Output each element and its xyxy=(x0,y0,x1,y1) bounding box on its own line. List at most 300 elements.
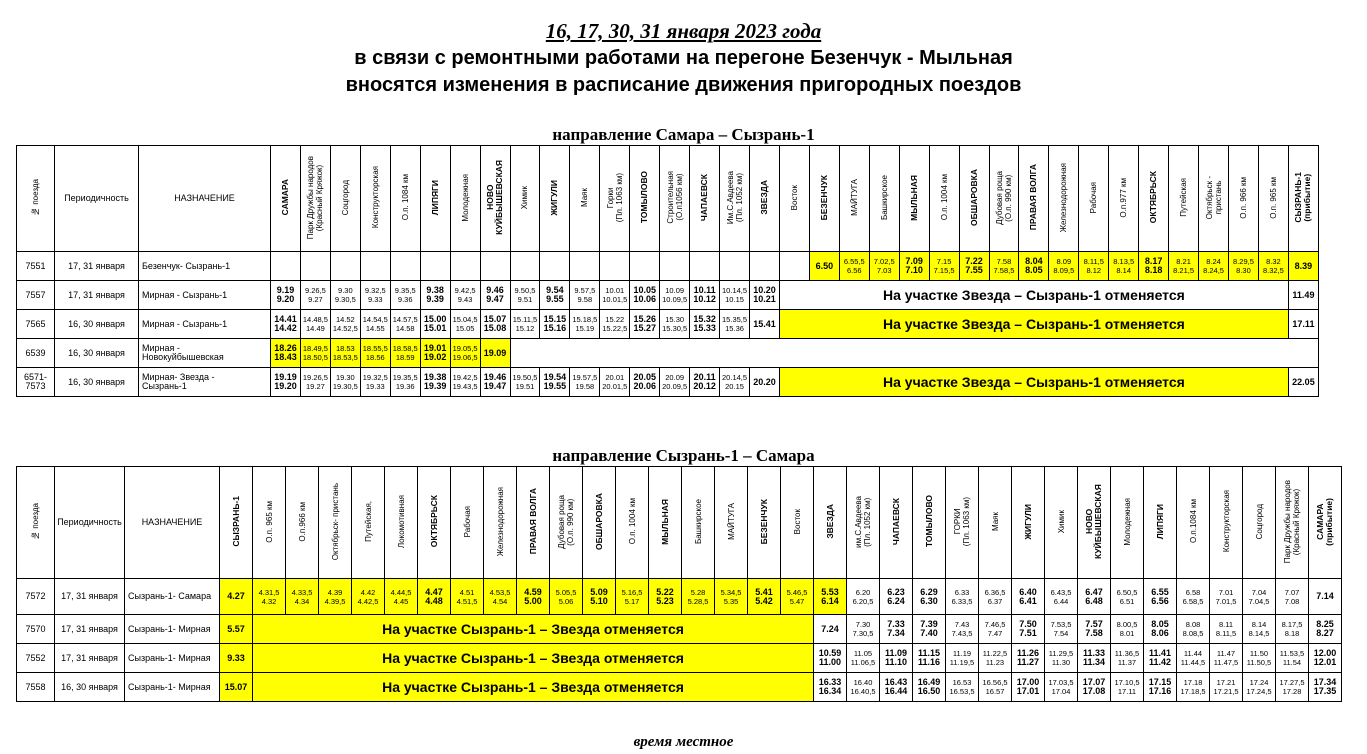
time-cell xyxy=(1012,673,1045,702)
time-departure: 6.56 xyxy=(1151,595,1169,606)
time-cell xyxy=(1045,644,1078,673)
table-row xyxy=(17,673,1342,702)
time-arrival: 8.05 xyxy=(1151,619,1169,629)
time-cell xyxy=(1276,615,1309,644)
time-cell xyxy=(1078,615,1111,644)
time-cell xyxy=(550,579,583,615)
time-arrival: 11.19 xyxy=(952,649,972,658)
station-header xyxy=(1012,467,1045,579)
time-departure: 19.20 xyxy=(274,381,297,391)
time-departure: 17.28 xyxy=(1282,687,1302,696)
direction-title-1: направление Самара – Сызрань-1 xyxy=(552,125,815,144)
time-arrival: 14.48,5 xyxy=(302,315,328,324)
time-departure: 15.36 xyxy=(725,324,744,333)
time-cell xyxy=(1111,673,1144,702)
time-cell xyxy=(690,281,720,310)
time-cell xyxy=(1139,252,1169,281)
station-name: Соцгород xyxy=(1254,503,1264,540)
time-arrival: 4.39 xyxy=(327,587,343,597)
time-departure: 7.43,5 xyxy=(951,629,973,638)
time-arrival: 15.35,5 xyxy=(722,315,748,324)
time-arrival: 11.22,5 xyxy=(982,649,1008,658)
time-arrival: 19.01 xyxy=(423,343,447,353)
empty-cell xyxy=(450,252,480,281)
time-arrival: 4.47 xyxy=(425,586,443,597)
station-name: Башкирское xyxy=(879,174,889,221)
time-departure: 5.10 xyxy=(590,595,608,606)
time-arrival: 9.42,5 xyxy=(454,286,476,295)
time-cell xyxy=(1276,644,1309,673)
station-name: О.п.977 км xyxy=(1119,177,1129,218)
time-arrival: 4.59 xyxy=(524,586,542,597)
time-arrival: 9.50,5 xyxy=(514,286,536,295)
schedule-table-samara-syzran xyxy=(16,145,1319,397)
time-cell xyxy=(869,252,899,281)
time-arrival: 10.20 xyxy=(753,285,776,295)
station-header xyxy=(1049,146,1079,252)
time-departure: 8.11,5 xyxy=(1215,629,1237,638)
time-arrival: 15.30 xyxy=(665,315,685,324)
time-arrival: 9.57,5 xyxy=(574,286,596,295)
time-departure: 8.24,5 xyxy=(1203,266,1224,275)
time-arrival: 16.43 xyxy=(884,677,908,687)
time-arrival: 7.02,5 xyxy=(873,257,895,266)
time-cell xyxy=(360,368,390,397)
time-arrival: 4.42 xyxy=(360,587,376,597)
time-cell xyxy=(1111,579,1144,615)
empty-cell xyxy=(630,252,660,281)
destination: Мирная - Сызрань-1 xyxy=(139,281,271,310)
station-name: Маяк xyxy=(990,511,1000,532)
time-cell xyxy=(390,368,420,397)
time-departure: 9.43 xyxy=(457,295,473,304)
time-cell xyxy=(1078,579,1111,615)
table-row xyxy=(17,615,1342,644)
time-arrival: 8.21 xyxy=(1176,257,1191,266)
time-cell xyxy=(1144,644,1177,673)
time-departure: 11.54 xyxy=(1282,658,1302,667)
time-arrival: 10.01 xyxy=(605,286,625,295)
time-departure: 6.56 xyxy=(846,266,862,275)
time-cell xyxy=(1078,673,1111,702)
station-name: Дубовая роща (О.п. 990 км) xyxy=(994,170,1013,225)
empty-cell xyxy=(570,252,600,281)
time-departure: 15.19 xyxy=(575,324,595,333)
time-arrival: 17.24 xyxy=(1249,678,1269,687)
station-name: МАЙТУГА xyxy=(849,179,859,216)
time-departure: 8.18 xyxy=(1144,265,1163,275)
station-header xyxy=(540,146,570,252)
time-arrival: 6.50,5 xyxy=(1116,587,1138,597)
time-departure: 11.37 xyxy=(1117,658,1137,667)
periodicity: 17, 31 января xyxy=(55,644,125,673)
time-arrival: 6.23 xyxy=(887,586,905,597)
time-cell xyxy=(750,281,780,310)
time-departure: 5.42 xyxy=(755,595,773,606)
time-cell xyxy=(809,252,839,281)
station-name: НОВО КУЙБЫШЕВСКАЯ xyxy=(485,160,505,235)
time-departure: 19.36 xyxy=(395,382,415,391)
station-header xyxy=(847,467,880,579)
time-departure: 6.24 xyxy=(887,595,905,606)
station-name: О.п. 1084 км xyxy=(400,174,410,221)
time-arrival: 18.26 xyxy=(274,343,297,353)
time-arrival: 5.53 xyxy=(821,586,839,597)
time-cell xyxy=(330,281,360,310)
time-arrival: 15.00 xyxy=(423,314,447,324)
time-arrival: 17.27,5 xyxy=(1279,678,1305,687)
station-header xyxy=(899,146,929,252)
station-name: Строительная (О.п1056 км) xyxy=(665,171,684,224)
time-cell xyxy=(1288,252,1318,281)
time-arrival: 7.43 xyxy=(954,620,970,629)
station-header xyxy=(779,146,809,252)
time-departure: 11.00 xyxy=(818,657,842,667)
time-departure: 11.50,5 xyxy=(1246,658,1272,667)
time-departure: 17.01 xyxy=(1016,686,1040,696)
time-cell xyxy=(360,310,390,339)
station-name: ЗВЕЗДА xyxy=(758,180,769,215)
time-cell xyxy=(300,310,330,339)
station-name: ТОМЫЛОВО xyxy=(923,495,934,548)
time-cell xyxy=(540,281,570,310)
time-departure: 19.33 xyxy=(365,382,385,391)
time-arrival: 6.50 xyxy=(815,260,834,271)
time-departure: 6.37 xyxy=(987,596,1003,606)
time-cell xyxy=(913,644,946,673)
time-arrival: 15.26 xyxy=(633,314,656,324)
time-arrival: 16.56,5 xyxy=(982,678,1008,687)
time-cell xyxy=(420,281,450,310)
time-departure: 8.09,5 xyxy=(1053,266,1075,275)
time-arrival: 15.32 xyxy=(693,314,716,324)
time-cell xyxy=(839,252,869,281)
time-cell xyxy=(517,579,550,615)
time-departure: 9.33 xyxy=(367,295,383,304)
header-dates: 16, 17, 30, 31 января 2023 года xyxy=(545,19,822,43)
station-name: ПРАВАЯ ВОЛГА xyxy=(1028,164,1039,231)
time-cell xyxy=(1012,644,1045,673)
time-cell xyxy=(600,310,630,339)
station-name: Им.С.Авдеева (Пл. 1052 км) xyxy=(725,170,744,225)
time-arrival: 17.07 xyxy=(1082,677,1106,687)
time-arrival: 12.00 xyxy=(1313,648,1337,658)
time-cell xyxy=(271,281,301,310)
station-header xyxy=(1079,146,1109,252)
time-departure: 5.47 xyxy=(789,596,805,606)
time-cell xyxy=(480,310,510,339)
station-name: Конструкторская xyxy=(370,166,380,229)
time-departure: 20.09,5 xyxy=(662,382,688,391)
time-cell xyxy=(1243,615,1276,644)
empty-cell xyxy=(660,252,690,281)
time-arrival: 11.53,5 xyxy=(1279,649,1305,658)
time-departure: 15.30,5 xyxy=(662,324,688,333)
time-departure: 11.19,5 xyxy=(949,658,975,667)
time-cell xyxy=(300,281,330,310)
time-cell xyxy=(847,615,880,644)
time-departure: 4.32 xyxy=(261,596,277,606)
station-header xyxy=(253,467,286,579)
time-arrival: 19.42,5 xyxy=(452,373,478,382)
station-header xyxy=(600,146,630,252)
time-cell xyxy=(600,368,630,397)
time-cell xyxy=(570,368,600,397)
time-departure: 8.01 xyxy=(1119,629,1135,638)
time-cell xyxy=(510,310,540,339)
time-cell xyxy=(847,644,880,673)
time-cell xyxy=(1309,673,1342,702)
time-departure: 8.08,5 xyxy=(1182,629,1204,638)
time-cell xyxy=(720,310,750,339)
time-departure: 17.21,5 xyxy=(1213,687,1239,696)
station-header xyxy=(682,467,715,579)
time-arrival: 18.58,5 xyxy=(392,344,418,353)
time-cell xyxy=(690,368,720,397)
time-arrival: 9.46 xyxy=(486,285,504,295)
time-cell xyxy=(1276,673,1309,702)
time-cell xyxy=(1169,252,1199,281)
footer-note: время местное xyxy=(633,734,734,750)
time-cell xyxy=(959,252,989,281)
train-number: 7552 xyxy=(17,644,55,673)
time-cell xyxy=(880,615,913,644)
time-arrival: 7.46,5 xyxy=(984,620,1006,629)
time-departure: 19.43,5 xyxy=(452,382,478,391)
time-departure: 16.53,5 xyxy=(949,687,975,696)
time-cell xyxy=(271,339,301,368)
time-arrival: 17.15 xyxy=(1148,677,1172,687)
station-name: ПРАВАЯ ВОЛГА xyxy=(527,488,538,555)
time-cell xyxy=(570,281,600,310)
station-header xyxy=(550,467,583,579)
time-cell xyxy=(616,579,649,615)
time-arrival: 9.54 xyxy=(546,285,564,295)
time-arrival: 7.07 xyxy=(1284,587,1300,597)
time-cell xyxy=(450,281,480,310)
destination: Мирная - Сызрань-1 xyxy=(139,310,271,339)
station-header xyxy=(913,467,946,579)
station-name: Рабочая xyxy=(1089,181,1099,214)
time-arrival: 6.40 xyxy=(1019,586,1037,597)
train-number: 7570 xyxy=(17,615,55,644)
header-notice: вносятся изменения в расписание движения пригородных поездов xyxy=(345,74,1022,96)
time-departure: 7.58 xyxy=(1085,628,1103,638)
time-cell xyxy=(286,579,319,615)
time-cell xyxy=(1144,579,1177,615)
time-arrival: 19.26,5 xyxy=(302,373,328,382)
periodicity: 16, 30 января xyxy=(55,339,139,368)
time-cell xyxy=(1045,579,1078,615)
time-arrival: 16.53 xyxy=(952,678,972,687)
time-arrival: 8.11 xyxy=(1218,620,1234,629)
time-departure: 18.56 xyxy=(365,353,385,362)
time-cell xyxy=(1078,644,1111,673)
time-cell xyxy=(540,310,570,339)
time-departure: 11.16 xyxy=(917,657,941,667)
time-arrival: 4.27 xyxy=(227,591,245,601)
station-header xyxy=(1144,467,1177,579)
time-cell xyxy=(979,644,1012,673)
time-arrival: 17.18 xyxy=(1183,678,1203,687)
time-departure: 20.06 xyxy=(633,381,656,391)
station-name: БЕЗЕНЧУК xyxy=(758,498,769,545)
time-departure: 8.27 xyxy=(1316,628,1334,638)
header-destination: НАЗНАЧЕНИЕ xyxy=(125,467,220,579)
station-name: ЧАПАЕВСК xyxy=(699,173,710,222)
time-cell xyxy=(847,579,880,615)
time-departure: 9.55 xyxy=(546,294,564,304)
time-arrival: 7.01 xyxy=(1218,587,1234,597)
station-header xyxy=(1258,146,1288,252)
time-arrival: 8.14 xyxy=(1251,620,1267,629)
station-header xyxy=(1243,467,1276,579)
station-header xyxy=(1078,467,1111,579)
time-cell xyxy=(720,281,750,310)
time-departure: 8.32,5 xyxy=(1262,266,1284,275)
station-name: ОКТЯБРЬСК xyxy=(1148,171,1159,224)
station-name: Химик xyxy=(1056,509,1066,534)
table-row xyxy=(17,579,1342,615)
time-departure: 15.27 xyxy=(633,323,656,333)
empty-cell xyxy=(540,252,570,281)
station-header xyxy=(570,146,600,252)
table-row xyxy=(17,310,1319,339)
station-header xyxy=(517,467,550,579)
time-departure: 11.27 xyxy=(1016,657,1040,667)
time-cell xyxy=(913,615,946,644)
time-cell xyxy=(781,579,814,615)
time-departure: 20.12 xyxy=(693,381,716,391)
time-cell xyxy=(480,339,510,368)
time-departure: 17.18,5 xyxy=(1180,687,1206,696)
time-cell xyxy=(979,579,1012,615)
time-cell xyxy=(913,673,946,702)
time-cell xyxy=(979,615,1012,644)
station-name: САМАРА (прибытие) xyxy=(1315,497,1334,546)
time-cell xyxy=(330,339,360,368)
cancellation-notice: На участке Звезда – Сызрань-1 отменяется xyxy=(779,281,1288,310)
time-departure: 4.51,5 xyxy=(456,596,478,606)
station-header xyxy=(360,146,390,252)
station-header xyxy=(450,146,480,252)
time-cell xyxy=(1111,644,1144,673)
empty-cell xyxy=(420,252,450,281)
time-departure: 10.12 xyxy=(693,294,716,304)
time-cell xyxy=(583,579,616,615)
time-cell xyxy=(390,339,420,368)
time-departure: 17.35 xyxy=(1313,686,1337,696)
time-cell xyxy=(1079,252,1109,281)
time-arrival: 11.41 xyxy=(1148,648,1172,658)
time-arrival: 8.32 xyxy=(1266,257,1281,266)
arrival-time: 22.05 xyxy=(1288,368,1318,397)
station-name: ОБШАРОВКА xyxy=(968,168,979,227)
time-arrival: 6.29 xyxy=(920,586,938,597)
time-cell xyxy=(649,579,682,615)
time-cell xyxy=(1012,579,1045,615)
time-cell xyxy=(385,579,418,615)
header-train-number: № поезда xyxy=(17,467,55,579)
time-cell xyxy=(913,579,946,615)
time-arrival: 6.58 xyxy=(1185,587,1201,597)
time-cell xyxy=(271,310,301,339)
time-departure: 7.54 xyxy=(1053,629,1069,638)
time-departure: 19.06,5 xyxy=(452,353,478,362)
station-header xyxy=(390,146,420,252)
empty-cell xyxy=(271,252,301,281)
empty-cell xyxy=(690,252,720,281)
time-arrival: 8.09 xyxy=(1056,257,1072,266)
time-cell xyxy=(300,339,330,368)
time-cell xyxy=(1144,615,1177,644)
time-arrival: 15.15 xyxy=(543,314,567,324)
time-arrival: 10.05 xyxy=(633,285,656,295)
station-header xyxy=(946,467,979,579)
time-arrival: 17.21 xyxy=(1216,678,1236,687)
time-departure: 7.15,5 xyxy=(933,266,955,275)
station-header xyxy=(616,467,649,579)
time-departure: 9.39 xyxy=(426,294,444,304)
time-departure: 17.16 xyxy=(1148,686,1172,696)
empty-cell xyxy=(750,252,780,281)
station-name: О.п. 1004 км xyxy=(939,174,949,221)
periodicity: 17, 31 января xyxy=(55,252,139,281)
time-departure: 8.18 xyxy=(1284,629,1300,638)
time-arrival: 6.20 xyxy=(855,587,871,597)
time-arrival: 5.28 xyxy=(690,587,706,597)
station-header xyxy=(839,146,869,252)
time-departure: 8.05 xyxy=(1025,265,1043,275)
time-departure: 6.30 xyxy=(920,595,938,606)
station-name: Молодежная xyxy=(460,173,470,222)
time-arrival: 5.34,5 xyxy=(720,587,742,597)
time-cell xyxy=(450,368,480,397)
empty-cell xyxy=(720,252,750,281)
time-arrival: 19.35,5 xyxy=(392,373,418,382)
station-header xyxy=(286,467,319,579)
station-name: ЛИПЯГИ xyxy=(429,179,440,216)
time-cell xyxy=(1177,615,1210,644)
time-cell xyxy=(1111,615,1144,644)
time-arrival: 5.41 xyxy=(755,586,773,597)
time-arrival: 19.32,5 xyxy=(362,373,388,382)
station-header xyxy=(959,146,989,252)
station-header xyxy=(385,467,418,579)
time-departure: 8.30 xyxy=(1236,266,1251,275)
time-cell xyxy=(630,281,660,310)
station-header xyxy=(420,146,450,252)
time-cell xyxy=(847,673,880,702)
time-departure: 10.09,5 xyxy=(662,295,688,304)
time-cell xyxy=(1309,615,1342,644)
time-arrival: 6.55,5 xyxy=(843,257,865,266)
time-arrival: 11.44 xyxy=(1183,649,1203,658)
destination: Сызрань-1- Мирная xyxy=(125,644,220,673)
station-header xyxy=(630,146,660,252)
time-departure: 11.47,5 xyxy=(1213,658,1239,667)
destination: Мирная- Звезда - Сызрань-1 xyxy=(139,368,271,397)
time-arrival: 18.55,5 xyxy=(362,344,388,353)
empty-cell xyxy=(600,252,630,281)
destination: Безенчук- Сызрань-1 xyxy=(139,252,271,281)
time-arrival: 8.13,5 xyxy=(1113,257,1135,266)
station-name: Маяк xyxy=(580,187,590,208)
time-cell xyxy=(1045,615,1078,644)
time-arrival: 5.09 xyxy=(590,586,608,597)
time-cell xyxy=(300,368,330,397)
station-header xyxy=(1309,467,1342,579)
